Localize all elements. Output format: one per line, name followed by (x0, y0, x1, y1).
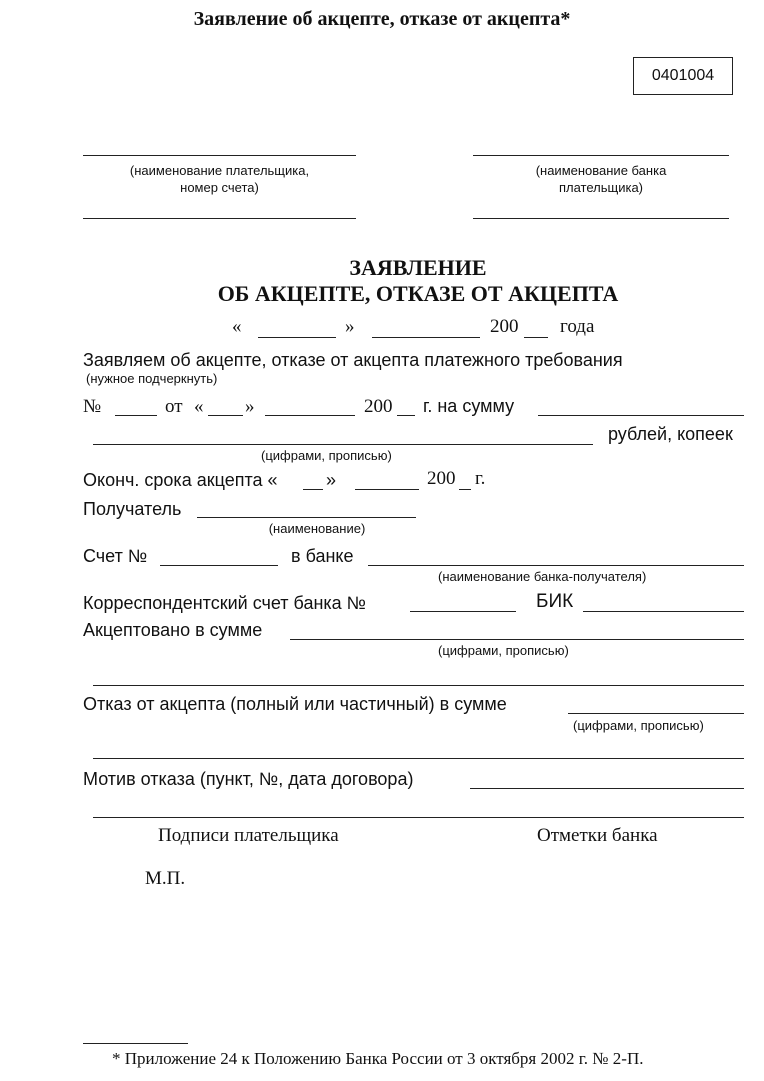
footnote-divider (83, 1043, 188, 1044)
accepted-label: Акцептовано в сумме (83, 620, 263, 640)
refusal-amount-field-2[interactable] (93, 758, 744, 759)
deadline-close-quote: » (326, 470, 337, 490)
account-bank-label: в банке (291, 546, 354, 566)
bank-caption-line1: (наименование банка (535, 163, 667, 178)
requirement-number-field[interactable] (115, 415, 157, 416)
recipient-name-field[interactable] (197, 517, 416, 518)
amount-caption: (цифрами, прописью) (261, 448, 392, 463)
date-year-field[interactable] (524, 337, 548, 338)
footnote-text: * Приложение 24 к Положению Банка России от 3 октября 2002 г. № 2-П. (112, 1049, 644, 1068)
payer-bank-field-line-2[interactable] (473, 218, 729, 219)
date-day-field[interactable] (258, 337, 336, 338)
recipient-label: Получатель (83, 499, 182, 519)
requirement-year-suffix: г. на сумму (423, 396, 515, 416)
date-year-word: года (560, 316, 595, 337)
bank-marks-label: Отметки банка (537, 825, 658, 846)
payer-signatures-label: Подписи плательщика (158, 825, 339, 846)
date-open-quote: « (232, 316, 242, 337)
requirement-day-field[interactable] (208, 415, 243, 416)
account-label: Счет № (83, 546, 148, 566)
form-title-line1: ЗАЯВЛЕНИЕ (349, 255, 487, 280)
amount-words-field[interactable] (93, 444, 593, 445)
deadline-day-field[interactable] (303, 489, 323, 490)
form-code-box: 0401004 (633, 57, 733, 95)
deadline-year-prefix: 200 (427, 468, 456, 489)
recipient-caption: (наименование) (268, 521, 366, 536)
document-header-title: Заявление об акцепте, отказе от акцепта* (193, 8, 571, 30)
corr-account-field[interactable] (410, 611, 516, 612)
number-close-quote: » (245, 396, 255, 417)
deadline-year-field[interactable] (459, 489, 471, 490)
deadline-year-suffix: г. (475, 468, 486, 489)
statement-text: Заявляем об акцепте, отказе от акцепта платежного требования (83, 350, 623, 370)
reason-field-2[interactable] (93, 817, 744, 818)
statement-hint: (нужное подчеркнуть) (86, 371, 218, 386)
recipient-bank-caption: (наименование банка-получателя) (438, 569, 647, 584)
number-open-quote: « (194, 396, 204, 417)
reason-field[interactable] (470, 788, 744, 789)
payer-bank-field-line[interactable] (473, 155, 729, 156)
recipient-bank-field[interactable] (368, 565, 744, 566)
date-close-quote: » (345, 316, 355, 337)
account-number-field[interactable] (160, 565, 278, 566)
requirement-month-field[interactable] (265, 415, 355, 416)
payer-name-field-line[interactable] (83, 155, 356, 156)
requirement-year-prefix: 200 (364, 396, 393, 417)
amount-currency-label: рублей, копеек (608, 424, 733, 444)
requirement-year-field[interactable] (397, 415, 415, 416)
refusal-caption: (цифрами, прописью) (573, 718, 704, 733)
bik-field[interactable] (583, 611, 744, 612)
date-year-prefix: 200 (490, 316, 519, 337)
payer-account-field-line[interactable] (83, 218, 356, 219)
accepted-amount-field-2[interactable] (93, 685, 744, 686)
date-month-field[interactable] (372, 337, 480, 338)
reason-label: Мотив отказа (пункт, №, дата договора) (83, 769, 414, 789)
form-title-line2: ОБ АКЦЕПТЕ, ОТКАЗЕ ОТ АКЦЕПТА (217, 281, 619, 306)
from-label: от (165, 396, 183, 417)
requirement-amount-field[interactable] (538, 415, 744, 416)
payer-caption-line1: (наименование плательщика, (129, 163, 310, 178)
deadline-month-field[interactable] (355, 489, 419, 490)
payer-caption-line2: номер счета) (180, 180, 259, 195)
bik-label: БИК (536, 591, 574, 612)
accepted-amount-field[interactable] (290, 639, 744, 640)
corr-account-label: Корреспондентский счет банка № (83, 593, 366, 613)
accepted-caption: (цифрами, прописью) (438, 643, 569, 658)
seal-place-label: М.П. (145, 868, 186, 889)
number-sign: № (83, 396, 102, 417)
deadline-label: Оконч. срока акцепта « (83, 470, 278, 490)
bank-caption-line2: плательщика) (558, 180, 644, 195)
refusal-amount-field[interactable] (568, 713, 744, 714)
refusal-label: Отказ от акцепта (полный или частичный) в сумме (83, 694, 507, 714)
